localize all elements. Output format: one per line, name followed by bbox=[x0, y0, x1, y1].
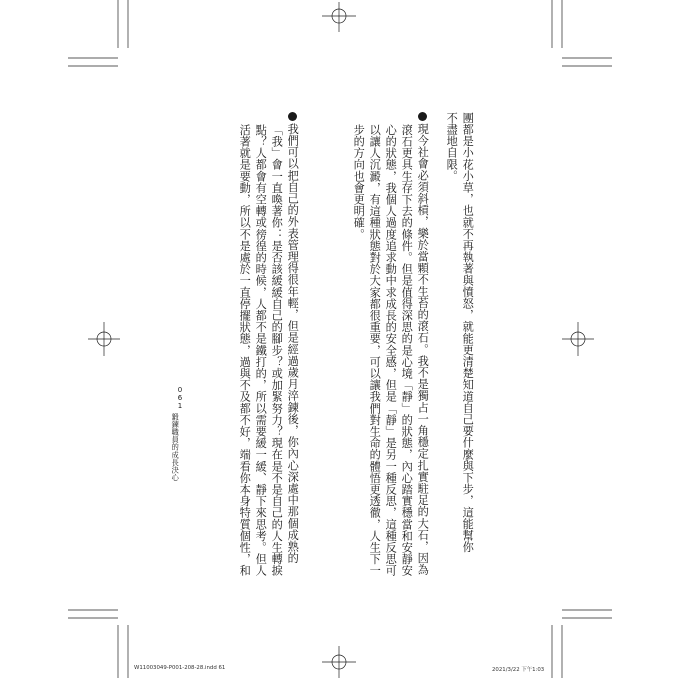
text-column-7: 步的方向也會更明確。 bbox=[352, 124, 366, 240]
running-head: 鍛鍊職員的成長決心 bbox=[171, 413, 181, 482]
page-number: 061 bbox=[176, 386, 184, 410]
text-column-4: 滾石更具生存下去的條件。但是值得深思的是心境「靜」的狀態，內心踏實穩當和安靜安 bbox=[400, 124, 414, 577]
text-column-5: 心的狀態，我個人過度追求動中求成長的安全感，但是「靜」是另一種反思，這種反思可 bbox=[384, 124, 398, 577]
registration-mark-right bbox=[562, 322, 594, 356]
registration-mark-left bbox=[88, 322, 120, 356]
slug-right: 2021/3/22 下午1:03 bbox=[492, 667, 545, 673]
text-column-10: 點？人都會有空轉或徬徨的時候，人都不是鐵打的，所以需要緩一緩、靜下來思考。但人 bbox=[254, 124, 268, 577]
text-column-1: 團都是小花小草，也就不再執著與憤怒，就能更清楚知道自己要什麼與下步，這能幫你 bbox=[461, 112, 475, 553]
text-column-8: 我們可以把自己的外表管理得很年輕，但是經過歲月淬鍊後，你內心深處中那個成熟的 bbox=[287, 112, 298, 564]
text-column-3: 現今社會必須斜槓，樂於當顆不生苔的滾石。我不是獨占一角穩定扎實駐足的大石，因為 bbox=[417, 112, 428, 575]
text-column-2: 不盡地自限。 bbox=[445, 112, 459, 182]
registration-mark-bottom bbox=[322, 646, 356, 678]
slug-left: W11003049-P001-208-28.indd 61 bbox=[134, 665, 226, 671]
bullet-icon bbox=[288, 112, 297, 121]
text-column-11: 活著就是要動，所以不是處於一直停擺狀態，過與不及都不好，端看你本身特質個性，和 bbox=[238, 124, 252, 577]
bullet-icon bbox=[418, 112, 427, 121]
text-column-6: 以讓人沉澱，有這種狀態對於大家都很重要，可以讓我們對生命的體悟更透徹，人生下一 bbox=[368, 124, 382, 577]
registration-mark-top bbox=[322, 2, 356, 32]
text-column-9: 「我」會一直喚著你：是否該緩緩自己的腳步？或加緊努力？現在是不是自己的人生轉捩 bbox=[270, 124, 284, 577]
